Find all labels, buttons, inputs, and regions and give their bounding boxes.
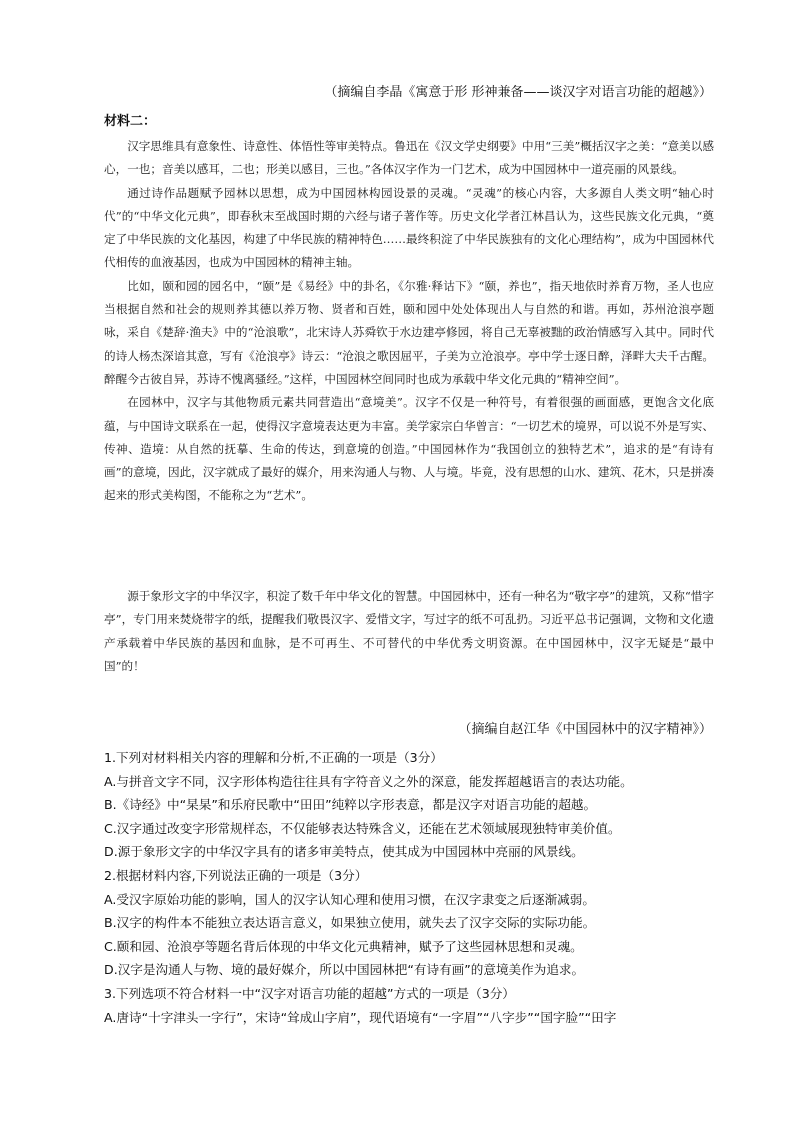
question-list xyxy=(104,746,724,1029)
question-stem: 1.下列对材料相关内容的理解和分析,不正确的一项是（3分） xyxy=(104,750,443,765)
material-heading: 材料二： xyxy=(104,114,157,129)
answer-option: B.汉字的构件本不能独立表达语言意义，如果独立使用，就失去了汉字交际的实际功能。 xyxy=(104,915,596,931)
answer-option: D.汉字是沟通人与物、境的最好媒介，所以中国园林把“有诗有画”的意境美作为追求。 xyxy=(104,962,585,978)
paragraph: 在园林中，汉字与其他物质元素共同营造出“意境美”。汉字不仅是一种符号，有着很强的画面感，更饱含文化底蕴，与中国诗文联系在一起，使得汉字意境表达更为丰富。美学家宗白华曾言：“一切艺术的境界，可以说不外是写实、传神、造境：从自然的抚摹、生命的传达，到意境的创造。”中国园林作为“我国创立的独特艺术”，追求的是“有诗有画”的意境，因此，汉字就成了最好的媒介，用来沟通人与物、人与境。毕竟，没有思想的山水、建筑、花木，只是拼凑起来的形式美构图，不能称之为“艺术”。 xyxy=(104,395,714,503)
answer-option: C.颐和园、沧浪亭等题名背后体现的中华文化元典精神，赋予了这些园林思想和灵魂。 xyxy=(104,938,583,954)
answer-option: C.汉字通过改变字形常规样态，不仅能够表达特殊含义，还能在艺术领域展现独特审美价值。 xyxy=(104,820,621,836)
material-body-end xyxy=(104,585,714,678)
answer-option: A.唐诗“十字津头一字行”，宋诗“耸成山字肩”，现代语境有“一字眉”“八字步”“国字脸”“田字 xyxy=(104,1009,617,1025)
answer-option: D.源于象形文字的中华汉字具有的诸多审美特点，使其成为中国园林中亮丽的风景线。 xyxy=(104,844,584,860)
question-stem: 3.下列选项不符合材料一中“汉字对语言功能的超越”方式的一项是（3分） xyxy=(104,985,515,1001)
citation-bottom: （摘编自赵江华《中国园林中的汉字精神》） xyxy=(458,722,712,737)
material-body xyxy=(104,135,714,508)
paragraph: 通过诗作品题赋予园林以思想，成为中国园林构园设景的灵魂。“灵魂”的核心内容，大多源自人类文明“轴心时代”的“中华文化元典”，即春秋末至战国时期的六经与诸子著作等。历史文化学者江林昌认为，这些民族文化元典，“奠定了中华民族的文化基因，构建了中华民族的精神特色……最终积淀了中华民族独有的文化心理结构”，成为中国园林代代相传的血液基因，也成为中国园林的精神主轴。 xyxy=(104,185,714,270)
citation-top: （摘编自李晶《寓意于形 形神兼备——谈汉字对语言功能的超越》） xyxy=(324,85,712,100)
answer-option: B.《诗经》中“杲杲”和乐府民歌中“田田”纯粹以字形表意，都是汉字对语言功能的超越。 xyxy=(104,797,597,813)
paragraph: 汉字思维具有意象性、诗意性、体悟性等审美特点。鲁迅在《汉文学史纲要》中用“三美”概括汉字之美：“意美以感心，一也；音美以感耳，二也；形美以感目，三也。”各体汉字作为一门艺术，成为中国园林中一道亮丽的风景线。 xyxy=(104,139,714,177)
paragraph: 源于象形文字的中华汉字，积淀了数千年中华文化的智慧。中国园林中，还有一种名为“敬字亭”的建筑，又称“惜字亭”，专门用来焚烧带字的纸，提醒我们敬畏汉字、爱惜文字，写过字的纸不可乱扔。习近平总书记强调，文物和文化遗产承载着中华民族的基因和血脉，是不可再生、不可替代的中华优秀文明资源。在中国园林中，汉字无疑是“最中国”的！ xyxy=(104,589,714,673)
paragraph: 比如，颐和园的园名中，“颐”是《易经》中的卦名，《尔雅·释诂下》“颐，养也”，指天地依时养育万物，圣人也应当根据自然和社会的规则养其德以养万物、贤者和百姓，颐和园中处处体现出人与自然的和谐。再如，苏州沧浪亭题咏，采自《楚辞·渔夫》中的“沧浪歌”，北宋诗人苏舜钦于水边建亭修园，将自己无辜被黜的政治情感写入其中。同时代的诗人杨杰深谙其意，写有《沧浪亭》诗云：“沧浪之歌因屈平，子美为立沧浪亭。亭中学士逐日醉，泽畔大夫千古醒。醉醒今古彼自异，苏诗不愧离骚经。”这样，中国园林空间同时也成为承载中华文化元典的“精神空间”。 xyxy=(104,278,714,386)
answer-option: A.与拼音文字不同，汉字形体构造往往具有字符音义之外的深意，能发挥超越语言的表达功能。 xyxy=(104,773,633,789)
question-stem: 2.根据材料内容,下列说法正确的一项是（3分） xyxy=(104,867,368,883)
answer-option: A.受汉字原始功能的影响，国人的汉字认知心理和使用习惯，在汉字隶变之后逐渐减弱。 xyxy=(104,891,595,907)
